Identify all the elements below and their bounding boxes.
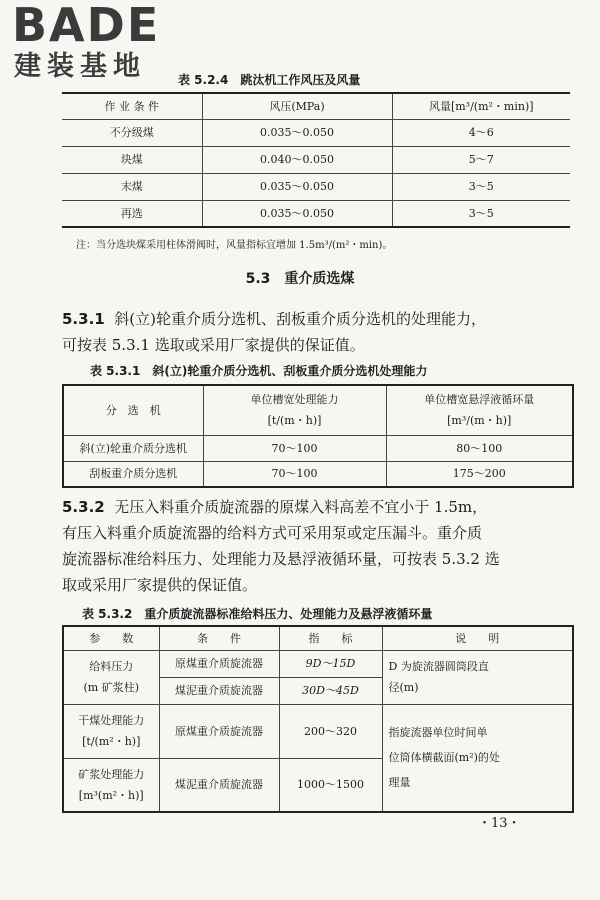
table-cell: 刮板重介质分选机 <box>63 461 203 487</box>
table-cell: 末煤 <box>62 173 202 200</box>
cell-line: 理量 <box>388 776 411 790</box>
table-row <box>62 146 570 173</box>
clause-text: 旋流器标准给料压力、处理能力及悬浮液循环量，可按表 5.3.2 选 <box>62 550 500 568</box>
clause-text: 可按表 5.3.1 选取或采用厂家提供的保证值。 <box>62 336 365 354</box>
table-cell: 4～6 <box>392 119 570 146</box>
table-row <box>62 173 570 200</box>
clause-text: 取或采用厂家提供的保证值。 <box>62 576 258 594</box>
table-cell: 0.035～0.050 <box>202 173 392 200</box>
clause-532-paragraph <box>62 494 592 598</box>
header-cell: 指 标 <box>279 626 382 650</box>
cell-line: D 为旋流器圆筒段直 <box>388 660 489 673</box>
clause-text: 有压入料重介质旋流器的给料方式可采用泵或定压漏斗。重介质 <box>62 524 483 542</box>
table-524 <box>62 92 570 228</box>
table-row <box>63 435 573 461</box>
table-header-row <box>63 626 573 650</box>
table-cell: 3～5 <box>392 200 570 227</box>
table-cell: 1000～1500 <box>279 758 382 812</box>
table-cell <box>63 704 159 758</box>
table-cell: 0.040～0.050 <box>202 146 392 173</box>
header-cell: 参 数 <box>63 626 159 650</box>
table-cell: 煤泥重介质旋流器 <box>159 677 279 704</box>
table-cell: 0.035～0.050 <box>202 119 392 146</box>
section-title: 5.3 重介质选煤 <box>245 271 355 287</box>
table-cell <box>63 758 159 812</box>
header-line: [t/(m・h)] <box>267 414 322 428</box>
table-cell: 70～100 <box>203 461 386 487</box>
header-line: 单位槽宽处理能力 <box>250 393 339 407</box>
watermark-logo: BADE <box>12 0 161 52</box>
clause-number: 5.3.2 <box>62 498 105 516</box>
cell-line: 指旋流器单位时间单 <box>388 726 488 740</box>
header-cell: 风压(MPa) <box>202 93 392 119</box>
table-cell: 80～100 <box>386 435 573 461</box>
cell-line: 给料压力 <box>89 660 134 673</box>
cell-line: 干煤处理能力 <box>78 714 145 727</box>
clause-text: 斜(立)轮重介质分选机、刮板重介质分选机的处理能力， <box>114 310 486 328</box>
header-line: [m³/(m・h)] <box>447 414 512 428</box>
table-row <box>63 461 573 487</box>
header-cell: 作 业 条 件 <box>62 93 202 119</box>
table-524-note: 注：当分选块煤采用柱体滑阀时，风量指标宜增加 1.5m³/(m²・min)。 <box>76 240 393 251</box>
table-cell: 175～200 <box>386 461 573 487</box>
table-cell: 5～7 <box>392 146 570 173</box>
table-cell: 200～320 <box>279 704 382 758</box>
clause-text: 无压入料重介质旋流器的原煤入料高差不宜小于 1.5m， <box>114 498 488 516</box>
table-cell: 块煤 <box>62 146 202 173</box>
clause-number: 5.3.1 <box>62 310 105 328</box>
table-cell: 原煤重介质旋流器 <box>159 704 279 758</box>
header-cell: 条 件 <box>159 626 279 650</box>
cell-line: 矿浆处理能力 <box>78 767 145 781</box>
clause-531-paragraph <box>62 306 582 358</box>
cell-line: [m³(m²・h)] <box>78 788 144 802</box>
cell-line: 位筒体横截面(m²)的处 <box>388 751 500 765</box>
table-532 <box>62 625 574 813</box>
table-cell: 9D～15D <box>279 650 382 677</box>
table-531-caption: 表 5.3.1 斜(立)轮重介质分选机、刮板重介质分选机处理能力 <box>90 364 428 378</box>
table-cell: 0.035～0.050 <box>202 200 392 227</box>
table-cell: 煤泥重介质旋流器 <box>159 758 279 812</box>
header-cell: 分 选 机 <box>63 385 203 435</box>
table-header-row <box>63 385 573 435</box>
header-cell <box>203 385 386 435</box>
table-cell: 原煤重介质旋流器 <box>159 650 279 677</box>
table-row <box>62 119 570 146</box>
cell-line: 径(m) <box>388 681 419 694</box>
table-532-caption: 表 5.3.2 重介质旋流器标准给料压力、处理能力及悬浮液循环量 <box>82 607 433 621</box>
table-header-row <box>62 93 570 119</box>
table-cell: 斜(立)轮重介质分选机 <box>63 435 203 461</box>
table-cell <box>63 650 159 704</box>
table-cell: 3～5 <box>392 173 570 200</box>
header-line: 单位槽宽悬浮液循环量 <box>424 393 535 407</box>
table-row <box>63 704 573 758</box>
watermark-subtitle: 建装基地 <box>14 51 146 82</box>
page-number: ・13・ <box>478 816 521 831</box>
table-cell <box>382 704 573 812</box>
table-531 <box>62 384 574 488</box>
table-row <box>62 200 570 227</box>
cell-line: (m 矿浆柱) <box>83 681 139 694</box>
header-cell: 说 明 <box>382 626 573 650</box>
table-cell: 不分级煤 <box>62 119 202 146</box>
header-cell: 风量[m³/(m²・min)] <box>392 93 570 119</box>
table-row <box>63 650 573 677</box>
header-cell <box>386 385 573 435</box>
table-cell: 再选 <box>62 200 202 227</box>
table-cell: 30D～45D <box>279 677 382 704</box>
table-cell <box>382 650 573 704</box>
table-cell: 70～100 <box>203 435 386 461</box>
table-524-caption: 表 5.2.4 跳汰机工作风压及风量 <box>178 73 361 87</box>
cell-line: [t/(m²・h)] <box>82 735 141 748</box>
